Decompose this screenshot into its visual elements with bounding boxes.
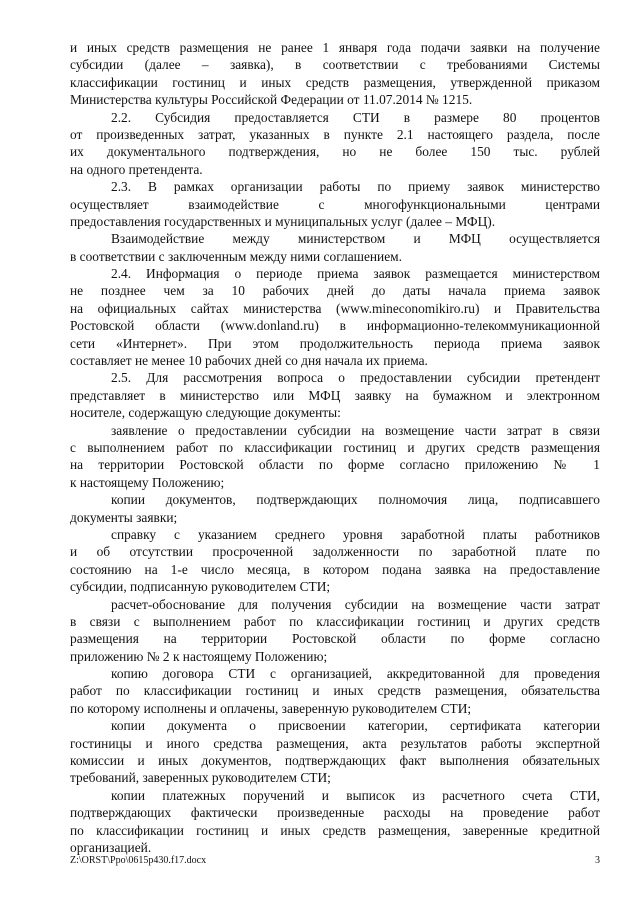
document-body xyxy=(70,39,600,856)
text-line: по классификации гостиниц и иных средств размещения, заверенные кредитной xyxy=(70,822,600,838)
text-line: заявление о предоставлении субсидии на возмещение части затрат в связи xyxy=(111,422,600,438)
text-line: в соответствии с заключенным между ними соглашением. xyxy=(70,248,402,264)
text-line: на территории Ростовской области по форме согласно приложению № 1 xyxy=(70,457,600,473)
text-line: субсидии (далее – заявка), в соответствии с требованиями Системы xyxy=(70,57,600,73)
text-line: не позднее чем за 10 рабочих дней до даты начала приема заявок xyxy=(70,283,600,299)
text-line: и об отсутствии просроченной задолженности по заработной плате по xyxy=(70,544,600,560)
text-line: требований, заверенных руководителем СТИ; xyxy=(70,770,331,786)
text-line: субсидии, подписанную руководителем СТИ; xyxy=(70,579,331,595)
text-line: документы заявки; xyxy=(70,509,178,525)
text-line: от произведенных затрат, указанных в пункте 2.1 настоящего раздела, после xyxy=(70,126,600,142)
text-line: сети «Интернет». При этом продолжительность периода приема заявок xyxy=(70,335,600,351)
page-number: 3 xyxy=(595,855,600,866)
text-line: копию договора СТИ с организацией, аккредитованной для проведения xyxy=(111,666,600,682)
text-line: осуществляет взаимодействие с многофункциональными центрами xyxy=(70,196,600,212)
text-line: их документального подтверждения, но не более 150 тыс. рублей xyxy=(70,144,600,160)
text-line: состоянию на 1-е число месяца, в котором подана заявка на предоставление xyxy=(70,561,600,577)
text-line: размещения на территории Ростовской области по форме согласно xyxy=(70,631,600,647)
text-line: и иных средств размещения не ранее 1 января года подачи заявки на получение xyxy=(70,40,600,55)
text-line: представляет в министерство или МФЦ заявку на бумажном и электронном xyxy=(70,387,600,403)
text-line: Ростовской области (www.donland.ru) в информационно-телекоммуникационной xyxy=(70,318,600,334)
text-line: на одного претендента. xyxy=(70,161,203,177)
text-line: приложению № 2 к настоящему Положению; xyxy=(70,648,328,664)
text-line: составляет не менее 10 рабочих дней со дня начала их приема. xyxy=(70,353,428,369)
text-line: работ по классификации гостиниц и иных средств размещения, обязательства xyxy=(70,683,600,699)
text-line: организацией. xyxy=(70,839,152,855)
text-line: к настоящему Положению; xyxy=(70,474,225,490)
text-line: носителе, содержащую следующие документы: xyxy=(70,405,341,421)
text-line: в связи с выполнением работ по классификации гостиниц и других средств xyxy=(70,613,600,629)
text-line: классификации гостиниц и иных средств размещения, утвержденной приказом xyxy=(70,74,600,90)
text-line: копии документа о присвоении категории, сертификата категории xyxy=(111,718,600,734)
text-line: на официальных сайтах министерства (www.mineconomikiro.ru) и Правительства xyxy=(70,300,600,316)
text-line: 2.5. Для рассмотрения вопроса о предоставлении субсидии претендент xyxy=(111,370,600,386)
page-footer xyxy=(70,855,600,869)
text-line: копии документов, подтверждающих полномочия лица, подписавшего xyxy=(111,492,600,508)
text-line: подтверждающих фактически произведенные расходы на проведение работ xyxy=(70,805,600,821)
text-line: по которому исполнены и оплачены, заверенную руководителем СТИ; xyxy=(70,700,472,716)
text-line: с выполнением работ по классификации гостиниц и других средств размещения xyxy=(70,439,600,455)
text-line: копии платежных поручений и выписок из расчетного счета СТИ, xyxy=(111,787,600,803)
text-line: 2.4. Информация о периоде приема заявок размещается министерством xyxy=(111,266,600,282)
text-line: 2.2. Субсидия предоставляется СТИ в размере 80 процентов xyxy=(111,109,600,125)
text-line: Министерства культуры Российской Федерации от 11.07.2014 № 1215. xyxy=(70,92,473,108)
text-line: предоставления государственных и муниципальных услуг (далее – МФЦ). xyxy=(70,213,496,229)
text-line: 2.3. В рамках организации работы по приему заявок министерство xyxy=(111,179,600,195)
footer-file-path: Z:\ORST\Ppo\0615p430.f17.docx xyxy=(70,855,207,866)
text-line: справку с указанием среднего уровня заработной платы работников xyxy=(111,526,600,542)
text-line: комиссии и иных документов, подтверждающих факт выполнения обязательных xyxy=(70,753,600,769)
text-line: расчет-обоснование для получения субсидии на возмещение части затрат xyxy=(111,596,600,612)
text-line: Взаимодействие между министерством и МФЦ осуществляется xyxy=(111,231,600,247)
text-line: гостиницы и иного средства размещения, акта результатов работы экспертной xyxy=(70,735,600,751)
